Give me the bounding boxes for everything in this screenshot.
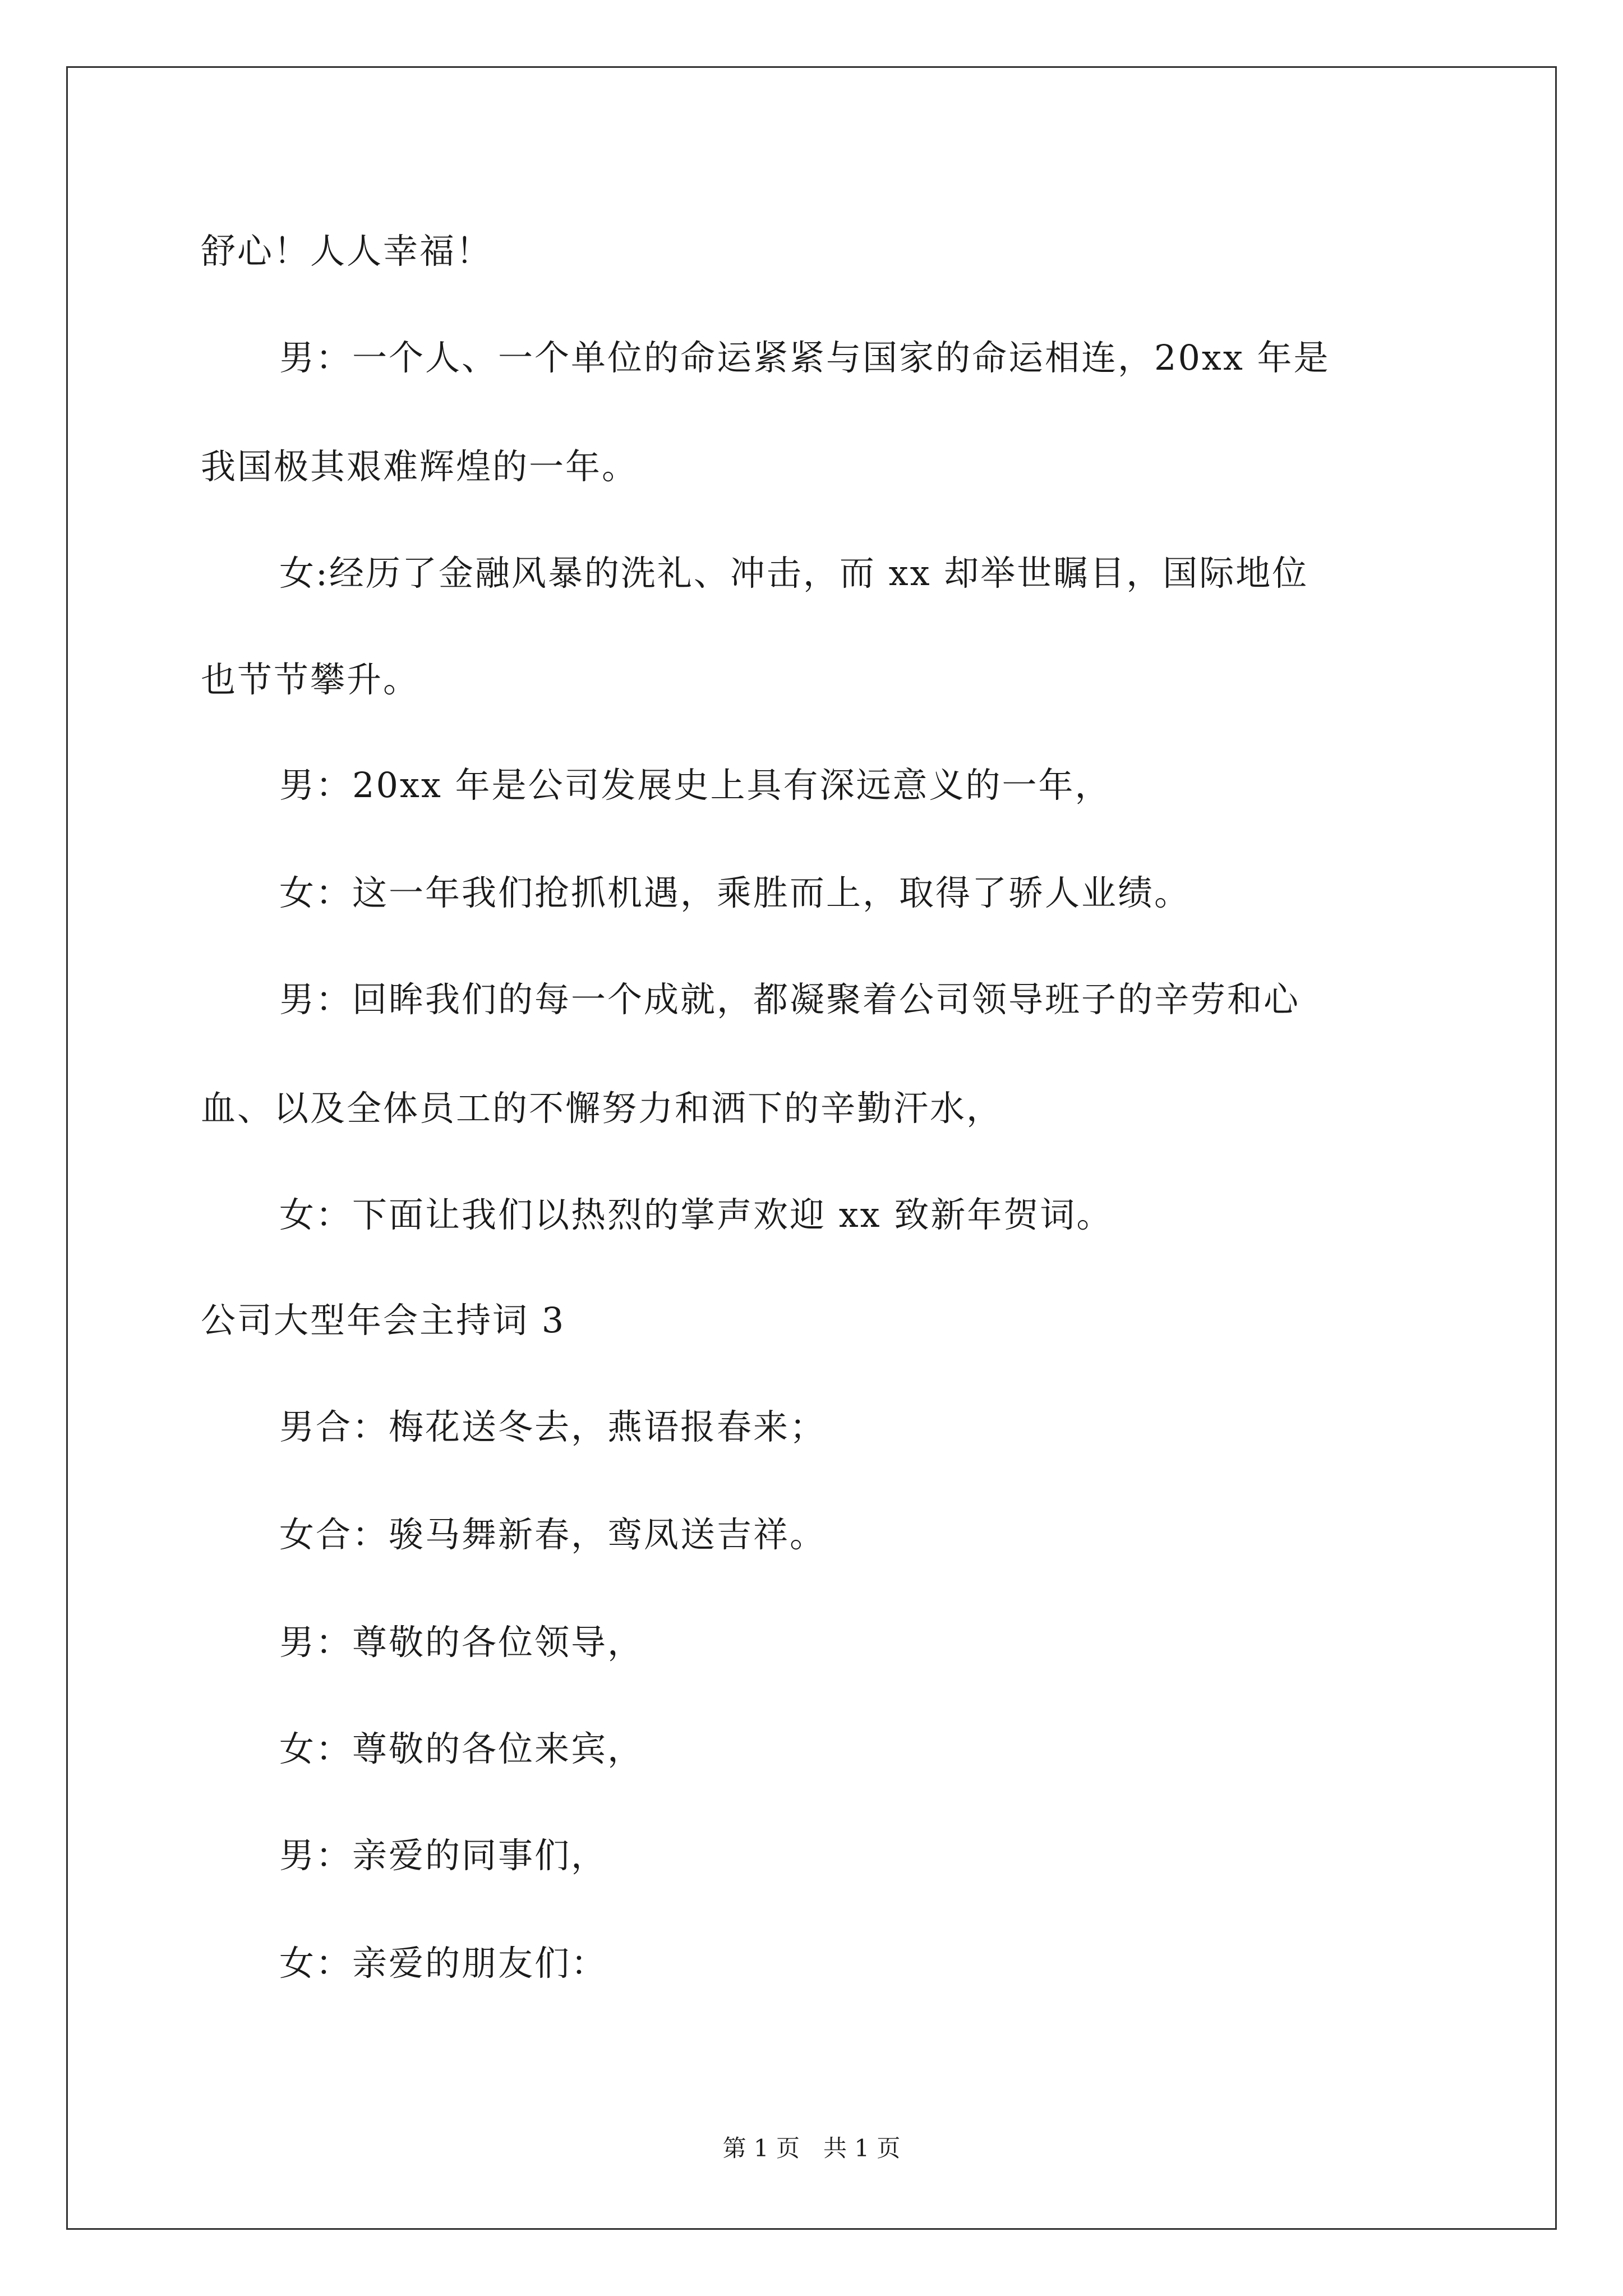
- text-line: 我国极其艰难辉煌的一年。: [201, 446, 639, 487]
- text-line: 男：尊敬的各位领导，: [279, 1622, 644, 1663]
- text-line: 女：亲爱的朋友们：: [279, 1943, 608, 1984]
- text-line: 女合：骏马舞新春，鸾凤送吉祥。: [279, 1514, 827, 1555]
- page-border: [66, 66, 1557, 2230]
- text-line: 女：下面让我们以热烈的掌声欢迎 xx 致新年贺词。: [279, 1194, 1113, 1235]
- text-line: 男：20xx 年是公司发展史上具有深远意义的一年，: [279, 765, 1112, 806]
- text-line: 女：这一年我们抢抓机遇，乘胜而上，取得了骄人业绩。: [279, 872, 1191, 913]
- section-heading: 公司大型年会主持词 3: [201, 1300, 566, 1341]
- text-line: 男：一个人、一个单位的命运紧紧与国家的命运相连，20xx 年是: [279, 337, 1330, 378]
- text-line: 舒心！人人幸福！: [201, 231, 493, 272]
- text-line: 女：尊敬的各位来宾，: [279, 1728, 644, 1769]
- text-line: 男合：梅花送冬去，燕语报春来；: [279, 1406, 827, 1447]
- text-line: 男：亲爱的同事们，: [279, 1835, 608, 1876]
- text-line: 血、以及全体员工的不懈努力和洒下的辛勤汗水，: [201, 1088, 1003, 1129]
- text-line: 也节节攀升。: [201, 659, 420, 700]
- text-line: 男：回眸我们的每一个成就，都凝聚着公司领导班子的辛劳和心: [279, 979, 1301, 1020]
- page-number-footer: 第 1 页 共 1 页: [722, 2134, 901, 2162]
- text-line: 女:经历了金融风暴的洗礼、冲击，而 xx 却举世瞩目，国际地位: [279, 553, 1309, 593]
